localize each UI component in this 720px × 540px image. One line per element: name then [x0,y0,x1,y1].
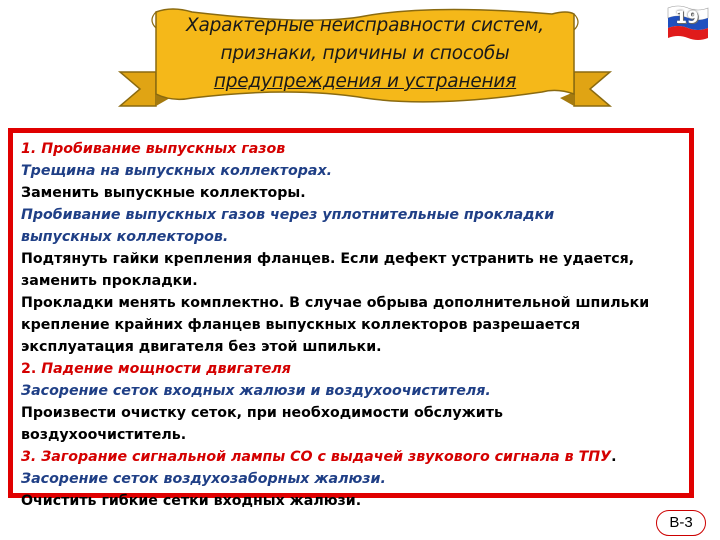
title-line-3: предупреждения и устранения [213,71,517,92]
title-line-2: признаки, причины и способы [220,43,510,64]
content-box [8,128,694,509]
cause-text: Засорение сеток воздухозаборных жалюзи. [21,471,386,487]
section-number-1: 1. [21,141,37,157]
section-number-2: 2. [21,361,37,377]
section-heading-3 [21,446,683,468]
trailing-period: . [611,449,617,465]
slide-code-badge: В-3 [656,510,706,536]
cause-text: Засорение сеток входных жалюзи и воздухоочистителя. [21,383,491,399]
cause-text: Трещина на выпускных коллекторах. [21,163,332,179]
slide-title [164,12,566,96]
section-title-3: 3. Загорание сигнальной лампы СО с выдачей звукового сигнала в ТПУ [21,449,612,465]
cause-text: Пробивание выпускных газов через уплотнительные прокладки [21,207,555,223]
remedy-text: Очистить гибкие сетки входных жалюзи. [21,493,362,509]
remedy-text: Произвести очистку сеток, при необходимости обслужить [21,405,503,421]
remedy-text: Прокладки менять комплектно. В случае обрыва дополнительной шпильки [21,295,650,311]
section-heading-2 [21,358,683,380]
remedy-text: эксплуатация двигателя без этой шпильки. [21,339,382,355]
section-title-2: Падение мощности двигателя [41,361,291,377]
title-line-1: Характерные неисправности систем, [186,15,544,36]
page-number-badge [666,4,712,44]
remedy-text: крепление крайних фланцев выпускных коллекторов разрешается [21,317,581,333]
cause-text: выпускных коллекторов. [21,229,229,245]
remedy-text: Заменить выпускные коллекторы. [21,185,306,201]
section-title-1: Пробивание выпускных газов [41,141,286,157]
remedy-text: воздухоочиститель. [21,427,187,443]
title-banner [112,2,618,118]
section-heading-1 [21,138,683,160]
remedy-text: заменить прокладки. [21,273,198,289]
page-number: 19 [675,8,699,28]
remedy-text: Подтянуть гайки крепления фланцев. Если дефект устранить не удается, [21,251,635,267]
